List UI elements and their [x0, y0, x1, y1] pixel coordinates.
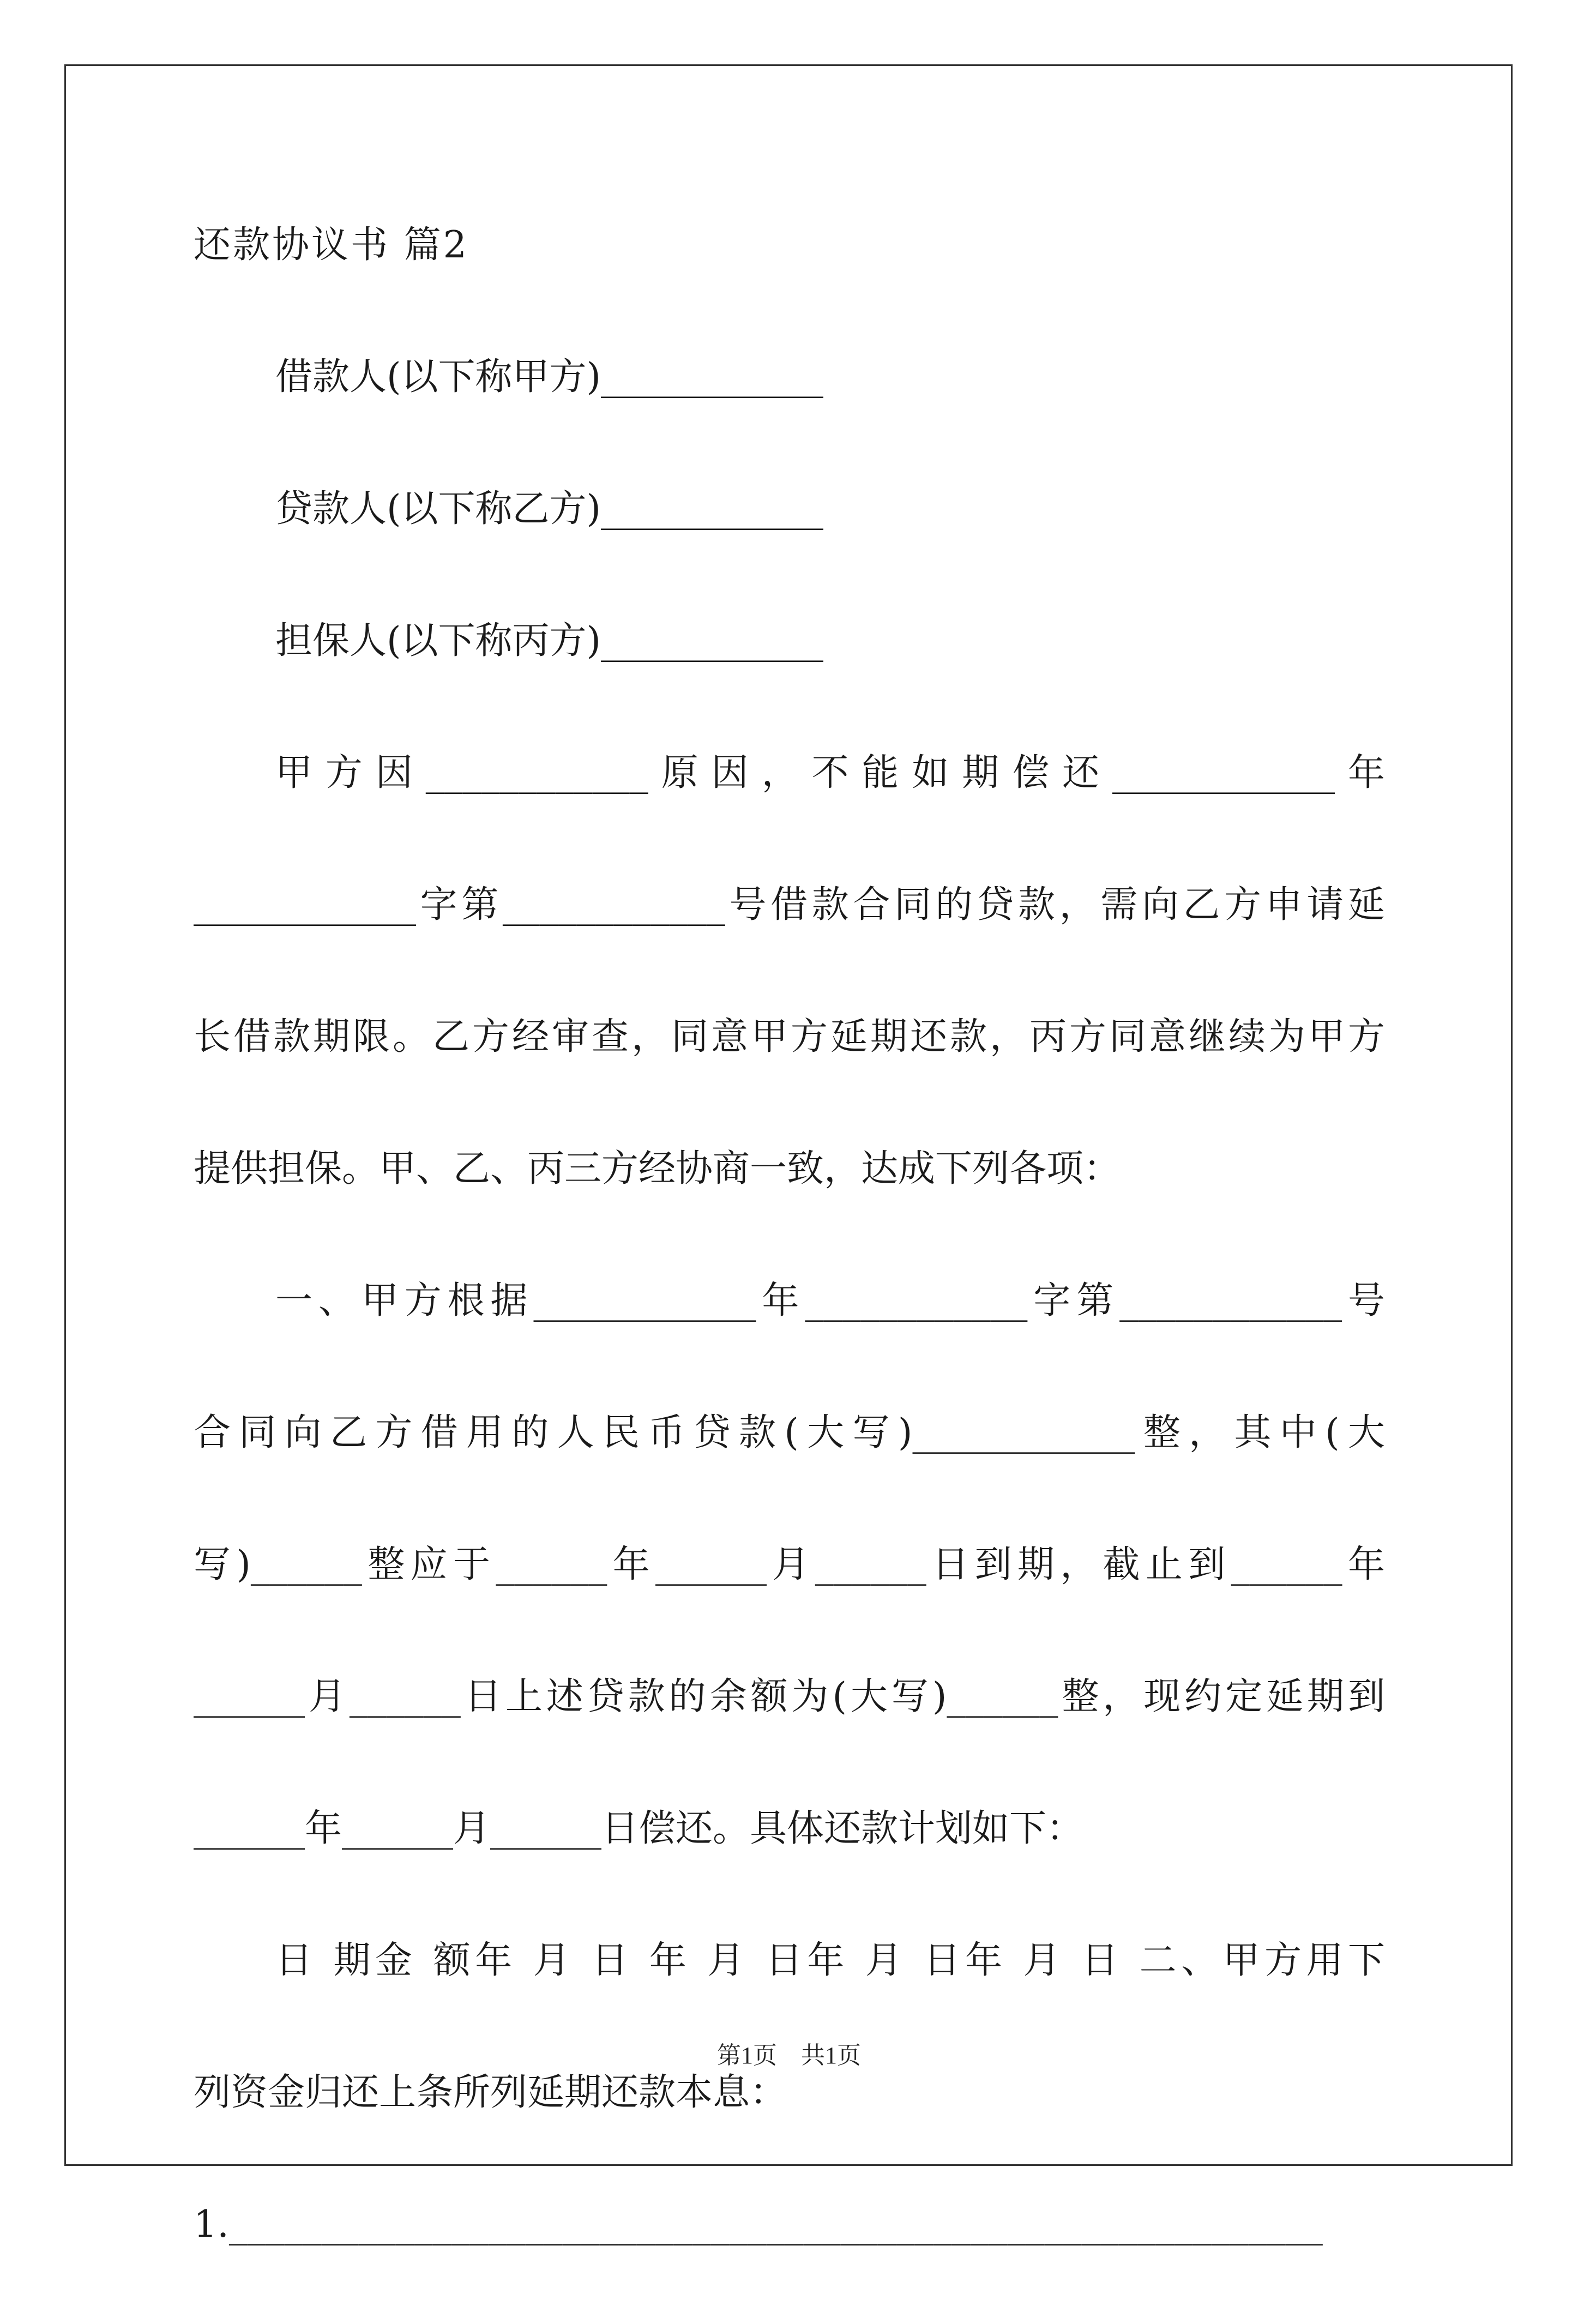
paragraph-line: 提供担保。甲、乙、丙三方经协商一致，达成下列各项： [194, 1147, 1121, 1190]
clause-line: 写)______整应于______年______月______日到期，截止到______年 [194, 1543, 1385, 1586]
document-body [194, 213, 1385, 2324]
paragraph-line: 长借款期限。乙方经审查，同意甲方延期还款，丙方同意继续为甲方 [194, 1015, 1385, 1058]
paragraph-line: 甲方因____________原因，不能如期偿还____________年 [275, 751, 1385, 794]
paragraph-line: ____________字第____________号借款合同的贷款，需向乙方申请延 [194, 883, 1385, 926]
clause-line: 合同向乙方借用的人民币贷款(大写)____________整，其中(大 [194, 1411, 1385, 1454]
borrower-line: 借款人(以下称甲方)____________ [275, 356, 824, 399]
schedule-line: 列资金归还上条所列延期还款本息： [194, 2071, 787, 2114]
item-one-line: 1.___________________________________________________________ [194, 2203, 1323, 2246]
schedule-line: 日 期金 额年 月 日 年 月 日年 月 日年 月 日 二、甲方用下 [275, 1939, 1385, 1982]
clause-line: ______年______月______日偿还。具体还款计划如下： [194, 1807, 1084, 1850]
document-heading: 还款协议书 篇2 [194, 224, 469, 267]
clause-line: 一、甲方根据____________年____________字第____________号 [275, 1279, 1385, 1322]
guarantor-line: 担保人(以下称丙方)____________ [275, 619, 824, 663]
clause-line: ______月______日上述贷款的余额为(大写)______整，现约定延期到 [194, 1675, 1385, 1718]
page-footer: 第1页 共1页 [717, 2042, 861, 2069]
lender-line: 贷款人(以下称乙方)____________ [275, 487, 824, 531]
